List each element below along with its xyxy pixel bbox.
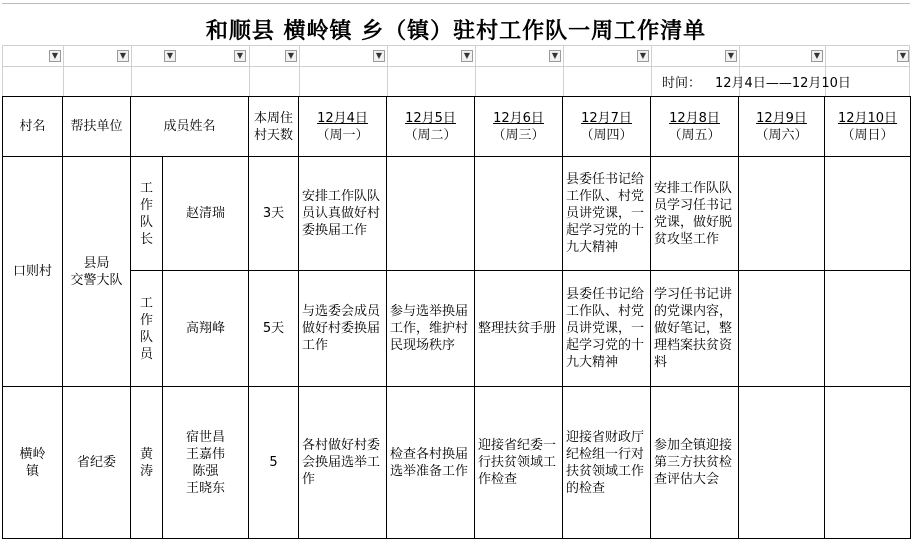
page-title: 和顺县 横岭镇 乡（镇）驻村工作队一周工作清单	[205, 19, 707, 44]
days-cell: 5	[249, 387, 299, 539]
days-cell: 3天	[249, 157, 299, 271]
task-cell	[825, 157, 911, 271]
task-cell	[825, 387, 911, 539]
task-cell: 参加全镇迎接第三方扶贫检查评估大会	[651, 387, 739, 539]
member-name-cell: 高翔峰	[163, 271, 249, 387]
leader-cell: 黄 涛	[131, 387, 163, 539]
col-header-day-2: 12月5日 （周二）	[387, 97, 475, 157]
unit-cell: 县局 交警大队	[63, 157, 131, 387]
col-header-unit: 帮扶单位	[63, 97, 131, 157]
task-cell: 安排工作队队员认真做好村委换届工作	[299, 157, 387, 271]
task-cell: 迎接省财政厅纪检组一行对扶贫领域工作的检查	[563, 387, 651, 539]
col-header-days: 本周住村天数	[249, 97, 299, 157]
member-name-cell: 赵清瑞	[163, 157, 249, 271]
task-cell	[475, 157, 563, 271]
village-cell: 口则村	[3, 157, 63, 387]
task-cell: 学习任书记讲的党课内容，做好笔记，整理档案扶贫资料	[651, 271, 739, 387]
filter-dropdown-icon[interactable]: ▼	[461, 50, 473, 62]
sheet-border	[2, 3, 910, 4]
village-cell: 横岭 镇	[3, 387, 63, 539]
task-cell: 参与选举换届工作，维护村民现场秩序	[387, 271, 475, 387]
unit-cell: 省纪委	[63, 387, 131, 539]
task-cell	[387, 157, 475, 271]
task-cell	[739, 387, 825, 539]
date-range-label: 时间：	[662, 76, 702, 91]
col-header-day-4: 12月7日 （周四）	[563, 97, 651, 157]
col-header-day-3: 12月6日 （周三）	[475, 97, 563, 157]
filter-dropdown-icon[interactable]: ▼	[49, 50, 61, 62]
col-header-day-7: 12月10日 （周日）	[825, 97, 911, 157]
filter-dropdown-icon[interactable]: ▼	[373, 50, 385, 62]
task-cell: 县委任书记给工作队、村党员讲党课，一起学习党的十九大精神	[563, 271, 651, 387]
task-cell: 各村做好村委会换届选举工作	[299, 387, 387, 539]
filter-dropdown-icon[interactable]: ▼	[117, 50, 129, 62]
filter-dropdown-icon[interactable]: ▼	[725, 50, 737, 62]
date-range-value: 12月4日——12月10日	[715, 76, 851, 91]
col-header-day-5: 12月8日 （周五）	[651, 97, 739, 157]
filter-dropdown-icon[interactable]: ▼	[285, 50, 297, 62]
col-header-village: 村名	[3, 97, 63, 157]
col-header-day-1: 12月4日 （周一）	[299, 97, 387, 157]
task-cell: 迎接省纪委一行扶贫领域工作检查	[475, 387, 563, 539]
header-row	[3, 97, 911, 157]
task-cell	[739, 157, 825, 271]
date-range	[662, 72, 865, 91]
task-cell	[825, 271, 911, 387]
filter-dropdown-icon[interactable]: ▼	[164, 50, 176, 62]
task-cell: 整理扶贫手册	[475, 271, 563, 387]
filter-dropdown-icon[interactable]: ▼	[811, 50, 823, 62]
days-cell: 5天	[249, 271, 299, 387]
col-header-day-6: 12月9日 （周六）	[739, 97, 825, 157]
filter-dropdown-icon[interactable]: ▼	[637, 50, 649, 62]
filter-dropdown-icon[interactable]: ▼	[549, 50, 561, 62]
role-cell: 工 作 队 员	[131, 271, 163, 387]
task-cell: 与选委会成员做好村委换届工作	[299, 271, 387, 387]
task-cell: 县委任书记给工作队、村党员讲党课，一起学习党的十九大精神	[563, 157, 651, 271]
col-header-members: 成员姓名	[131, 97, 249, 157]
table-row	[3, 157, 911, 271]
task-cell: 安排工作队队员学习任书记党课，做好脱贫攻坚工作	[651, 157, 739, 271]
filter-dropdown-icon[interactable]: ▼	[897, 50, 909, 62]
table-row	[3, 271, 911, 387]
filter-row	[0, 48, 912, 66]
role-cell: 工 作 队长	[131, 157, 163, 271]
task-cell	[739, 271, 825, 387]
filter-dropdown-icon[interactable]: ▼	[234, 50, 246, 62]
schedule-table	[2, 96, 911, 539]
table-row	[3, 387, 911, 539]
task-cell: 检查各村换届选举准备工作	[387, 387, 475, 539]
member-name-cell: 宿世昌 王嘉伟 陈强 王晓东	[163, 387, 249, 539]
